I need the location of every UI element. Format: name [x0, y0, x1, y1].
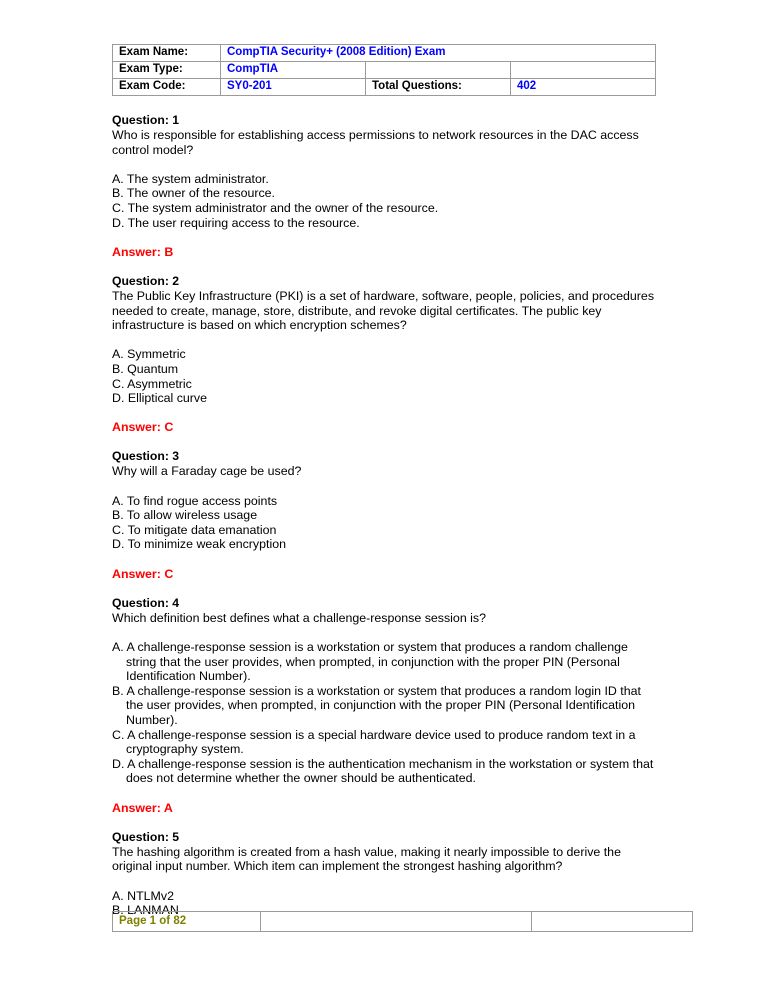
option-b: B. The owner of the resource. [112, 186, 276, 201]
option-c: C. To mitigate data emanation [112, 522, 277, 537]
exam-name-value: CompTIA Security+ (2008 Edition) Exam [221, 45, 656, 62]
questions-container [112, 113, 656, 918]
table-row [113, 62, 656, 79]
answer-line: Answer: C [112, 420, 174, 435]
exam-info-table [112, 44, 656, 96]
option-b: B. LANMAN [112, 903, 179, 918]
question-block [112, 113, 656, 259]
empty-cell-1 [366, 62, 511, 79]
footer-cell-middle [261, 912, 532, 932]
question-text: The Public Key Infrastructure (PKI) is a set of hardware, software, people, policies, and procedures needed to create, manage, store, distribute, and revoke digital certificates. The public key infrastructure is based on which encryption schemes? [112, 288, 655, 333]
question-heading: Question: 4 [112, 595, 180, 610]
question-text: Which definition best defines what a challenge-response session is? [112, 610, 487, 625]
exam-name-label: Exam Name: [113, 45, 221, 62]
answer-line: Answer: A [112, 800, 173, 815]
option-b: B. To allow wireless usage [112, 508, 258, 523]
question-block [112, 830, 656, 918]
option-list [112, 347, 656, 405]
question-heading: Question: 3 [112, 449, 180, 464]
option-b: B. Quantum [112, 361, 179, 376]
table-row [113, 912, 693, 932]
exam-code-value: SY0-201 [221, 79, 366, 96]
option-d: D. Elliptical curve [112, 391, 208, 406]
question-heading: Question: 2 [112, 273, 180, 288]
option-a: A. The system administrator. [112, 171, 269, 186]
question-text: Who is responsible for establishing access permissions to network resources in the DAC access control model? [112, 128, 639, 157]
table-row [113, 79, 656, 96]
exam-code-label: Exam Code: [113, 79, 221, 96]
footer-cell-right [532, 912, 693, 932]
option-c: C. The system administrator and the owner of the resource. [112, 200, 439, 215]
option-a: A. A challenge-response session is a workstation or system that produces a random challenge string that the user provides, when prompted, in conjunction with the proper PIN (Personal Identification Number). [112, 640, 628, 684]
total-questions-value: 402 [511, 79, 656, 96]
option-c: C. A challenge-response session is a special hardware device used to produce random text in a cryptography system. [112, 727, 636, 757]
option-d: D. The user requiring access to the resource. [112, 215, 360, 230]
option-a: A. To find rogue access points [112, 493, 278, 508]
option-list [112, 172, 656, 230]
answer-line: Answer: C [112, 566, 174, 581]
option-list [112, 494, 656, 552]
option-d: D. To minimize weak encryption [112, 537, 286, 552]
question-block [112, 596, 656, 815]
page-number-label: Page 1 of 82 [119, 914, 187, 927]
question-text: Why will a Faraday cage be used? [112, 464, 302, 479]
question-block [112, 274, 656, 435]
question-heading: Question: 5 [112, 829, 180, 844]
page-number-cell [113, 912, 261, 932]
total-questions-label: Total Questions: [366, 79, 511, 96]
exam-type-value: CompTIA [221, 62, 366, 79]
table-row [113, 45, 656, 62]
document-page [112, 0, 656, 932]
exam-type-label: Exam Type: [113, 62, 221, 79]
option-c: C. Asymmetric [112, 376, 192, 391]
option-a: A. Symmetric [112, 347, 186, 362]
question-block [112, 449, 656, 581]
option-d: D. A challenge-response session is the authentication mechanism in the workstation or system that does not determine whether the owner should be authenticated. [112, 756, 654, 786]
option-b: B. A challenge-response session is a workstation or system that produces a random login ID that the user provides, when prompted, in conjunction with the proper PIN (Personal Identification Number). [112, 683, 641, 727]
question-heading: Question: 1 [112, 113, 180, 127]
answer-line: Answer: B [112, 244, 174, 259]
option-a: A. NTLMv2 [112, 888, 174, 903]
page-footer-table [112, 911, 693, 932]
option-list [112, 640, 656, 786]
question-text: The hashing algorithm is created from a hash value, making it nearly impossible to derive the original input number. Which item can implement the strongest hashing algorithm? [112, 844, 621, 874]
empty-cell-2 [511, 62, 656, 79]
